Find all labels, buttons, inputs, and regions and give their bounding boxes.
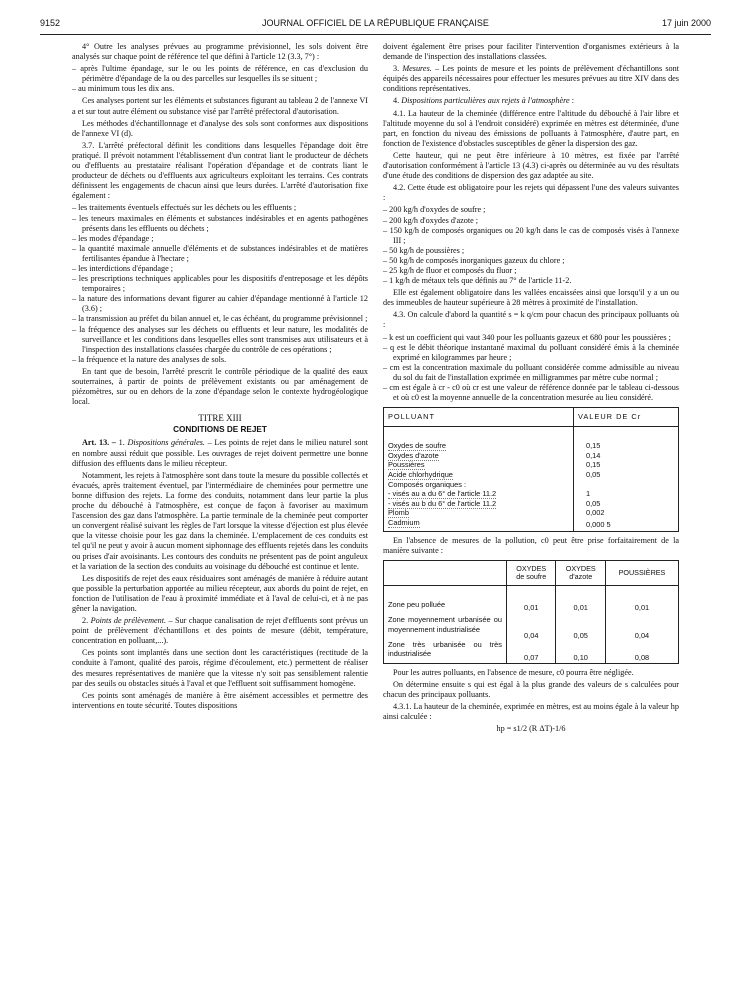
paragraph: 4.3. On calcule d'abord la quantité s = k q/cm pour chacun des principaux polluants où : [383, 310, 679, 330]
paragraph: doivent également être prises pour faciliter l'intervention d'organismes extérieurs à la demande de l'inspection des installations classées. [383, 42, 679, 62]
list-item: – cm est égale à cr - c0 où cr est une valeur de référence donnée par le tableau ci-dessous et où c0 est la moyenne annuelle de la concentration mesurée au lieu considéré. [383, 383, 679, 403]
row-value: 0,05 [574, 499, 679, 509]
item-body: : [569, 96, 574, 106]
row-label: - visés au b du 6° de l'article 11.2 [388, 498, 497, 508]
header-line: de soufre [516, 571, 547, 581]
bullet-list [72, 64, 368, 94]
paragraph: Ces points sont implantés dans une section dont les caractéristiques (rectitude de la conduite à l'amont, qualité des parois, régime d'écoulement, etc.) permettent de réaliser des mesures représentatives de manière que la vitesse n'y soit pas sensiblement ralentie par des seuils ou obstacles situés à l'aval et que l'effluent soit suffisamment homogène. [72, 648, 368, 688]
table-row [384, 470, 678, 480]
list-item: – 25 kg/h de fluor et composés du fluor ; [383, 265, 517, 275]
paragraph [72, 616, 368, 646]
paragraph [383, 96, 679, 106]
table-header-row [384, 408, 678, 427]
paragraph: Elle est également obligatoire dans les vallées encaissées ainsi que lorsqu'il y a un ou des immeubles de hauteur supérieure à 28 mètres à proximité de l'installation. [383, 288, 679, 308]
paragraph: On détermine ensuite s qui est égal à la plus grande des valeurs de s calculées pour chacun des principaux polluants. [383, 679, 679, 700]
row-label: Acide chlorhydrique [388, 470, 453, 480]
paragraph: 4.1. La hauteur de la cheminée (différence entre l'altitude du débouché à l'air libre et l'altitude moyenne du sol à l'endroit considéré) exprimée en mètres est déterminée, d'une part, en fonction du niveau des émissions de polluants à l'atmosphère, d'autre part, en fonction de l'existence d'obstacles susceptibles de gêner la dispersion des gaz. [383, 108, 679, 148]
issue-date: 17 juin 2000 [661, 18, 711, 28]
article-heading: Dispositions générales. [127, 438, 205, 448]
row-label: Oxydes d'azote [388, 450, 439, 460]
reference-values-table [383, 407, 679, 531]
row-value: 0,002 [574, 508, 679, 518]
row-label: Zone très urbanisée ou très industrialisée [388, 640, 502, 659]
item-body: – Les points de mesure et les points de prélèvement d'échantillons sont équipés des appareils nécessaires pour effectuer les mesures prévues au titre XIV dans des conditions représentatives. [383, 64, 680, 94]
row-label: Cadmium [388, 518, 420, 528]
column-header-azote [556, 561, 605, 586]
list-item: – cm est la concentration maximale du polluant considérée comme admissible au niveau du sol du fait de l'installation exprimée en milligrammes par mètre cube normal ; [383, 362, 679, 382]
row-value: 0,000 5 [574, 518, 679, 531]
list-item: – les interdictions d'épandage ; [72, 263, 174, 273]
header-line: OXYDES [516, 563, 547, 573]
list-item: – 200 kg/h d'oxydes d'azote ; [383, 215, 479, 225]
cell-poussieres: 0,04 [605, 615, 678, 640]
row-value: 0,15 [574, 441, 679, 451]
table-row [384, 451, 678, 461]
column-header-blank [384, 561, 507, 586]
list-item: – 200 kg/h d'oxydes de soufre ; [383, 205, 486, 215]
page-header [40, 18, 711, 32]
cell-soufre: 0,01 [507, 600, 556, 615]
paragraph: Les dispositifs de rejet des eaux résiduaires sont aménagés de manière à réduire autant que possible la perturbation apportée au milieu récepteur, aux abords du point de rejet, en fonction de l'utilisation de l'eau à proximité immédiate et à l'aval de celui-ci, et à ne pas gêner la navigation. [72, 573, 368, 613]
cell-azote: 0,05 [556, 615, 605, 640]
bullet-list [383, 333, 679, 404]
paragraph: 4.3.1. La hauteur de la cheminée, exprimée en mètres, est au moins égale à la valeur hp ainsi calculée : [383, 702, 679, 722]
table-row [384, 640, 678, 663]
formula: hp = s1/2 (R ΔT)-1/6 [496, 724, 566, 734]
item-number: 2. [82, 616, 91, 626]
paragraph: Ces points sont aménagés de manière à être aisément accessibles et permettre des interventions en toute sécurité. Toutes dispositions [72, 690, 368, 710]
paragraph: 4.2. Cette étude est obligatoire pour les rejets qui dépassent l'une des valeurs suivantes : [383, 183, 679, 203]
list-item: – la nature des informations devant figurer au cahier d'épandage mentionné à l'article 12 (3.6) ; [72, 294, 368, 314]
table-row [384, 489, 678, 499]
row-label: Composés organiques : [388, 479, 467, 489]
row-value [574, 480, 679, 490]
header-line: OXYDES [565, 563, 596, 573]
list-item: – les traitements éventuels effectués sur les déchets ou les effluents ; [72, 203, 297, 213]
table-row [384, 615, 678, 640]
table-row [384, 518, 678, 531]
paragraph: En tant que de besoin, l'arrêté prescrit le contrôle périodique de la qualité des eaux souterraines, à partir de points de prélèvement existants ou par aménagement de piézomètres, sur ou en dehors de la zone d'épandage selon le contexte hydrogéologique local. [72, 366, 368, 407]
column-header-soufre [507, 561, 556, 586]
article-body: – Les points de rejet dans le milieu naturel sont en nombre aussi réduit que possible. Les ouvrages de rejet doivent permettre une bonne diffusion des effluents dans le milieu récepteur. [72, 438, 369, 468]
list-item: – les prescriptions techniques applicables pour les dispositifs d'entreposage et les dépôts temporaires ; [72, 274, 368, 294]
table-row [384, 508, 678, 518]
column-header-valeur: VALEUR DE Cr [574, 408, 679, 427]
cell-soufre: 0,07 [507, 640, 556, 663]
table-spacer [384, 585, 507, 600]
column-header-polluant: POLLUANT [384, 408, 574, 427]
page-number: 9152 [40, 18, 61, 28]
cell-azote: 0,10 [556, 640, 605, 663]
paragraph: Notamment, les rejets à l'atmosphère sont dans toute la mesure du possible collectés et évacués, après traitement éventuel, par l'intermédiaire de cheminées pour permettre une bonne diffusion des rejets. La forme des conduits, notamment dans leur partie la plus proche du débouché à l'atmosphère, est conçue de façon à favoriser au maximum l'ascension des gaz dans l'atmosphère. La partie terminale de la cheminée peut comporter un convergent réalisé suivant les règles de l'art lorsque la vitesse d'éjection est plus élevée que la vitesse choisie pour les gaz dans la cheminée. L'emplacement de ces conduits est tel qu'il ne peut y avoir à aucun moment siphonnage des effluents rejetés dans les conduits ou prises d'air avoisinants. Les contours des conduits ne présentent pas de point anguleux et la variation de la section des conduits au voisinage du débouché est continue et lente. [72, 470, 368, 571]
paragraph: 3.7. L'arrêté préfectoral définit les conditions dans lesquelles l'épandage doit être pratiqué. Il prévoit notamment l'établissement d'un contrat liant le producteur de déchets ou d'effluents au prestataire réalisant l'opération d'épandage et de contrats liant le producteur de déchets ou d'effluents aux agriculteurs exploitant les terrains. Ces contrats définissent les engagements de chacun ainsi que leurs durées. L'arrêté d'autorisation fixe également : [72, 140, 368, 201]
right-column [383, 42, 679, 736]
section-title: TITRE XIII [198, 413, 242, 424]
cell-azote: 0,01 [556, 600, 605, 615]
article-label: Art. 13. – [82, 438, 119, 448]
table-spacer [556, 585, 605, 600]
list-item: – la quantité maximale annuelle d'éléments et de substances indésirables et de matières fertilisantes épandue à l'hectare ; [72, 243, 368, 263]
header-line: d'azote [569, 571, 593, 581]
journal-title: JOURNAL OFFICIEL DE LA RÉPUBLIQUE FRANÇAISE [262, 18, 489, 28]
row-label: Zone peu polluée [388, 599, 446, 609]
list-item: – au minimum tous les dix ans. [72, 84, 175, 94]
row-value: 0,05 [574, 470, 679, 480]
table-row [384, 499, 678, 509]
list-item: – 50 kg/h de composés inorganiques gazeux du chlore ; [383, 255, 565, 265]
row-label: Zone moyennement urbanisée ou moyennement industrialisée [388, 615, 502, 634]
list-item: – les modes d'épandage ; [72, 233, 154, 243]
list-item: – la transmission au préfet du bilan annuel et, le cas échéant, du programme prévisionnel ; [72, 314, 368, 324]
cell-poussieres: 0,08 [605, 640, 678, 663]
paragraph: En l'absence de mesures de la pollution, c0 peut être prise forfaitairement de la manière suivante : [383, 535, 679, 555]
table-row [384, 480, 678, 490]
cell-soufre: 0,04 [507, 615, 556, 640]
row-label: Poussières [388, 460, 425, 470]
row-value: 0,14 [574, 451, 679, 461]
item-heading: Mesures. [402, 64, 432, 74]
paragraph: Les méthodes d'échantillonnage et d'analyse des sols sont conformes aux dispositions de l'annexe VI (d). [72, 118, 368, 138]
list-item: – les teneurs maximales en éléments et substances indésirables et en agents pathogènes présents dans les effluents ou déchets ; [72, 213, 368, 233]
list-item: – 150 kg/h de composés organiques ou 20 kg/h dans le cas de composés visés à l'annexe III ; [383, 225, 679, 245]
article-number: 1. [118, 438, 128, 448]
list-item: – 1 kg/h de métaux tels que définis au 7° de l'article 11-2. [383, 276, 572, 286]
paragraph: Ces analyses portent sur les éléments et substances figurant au tableau 2 de l'annexe VI a et sur tout autre élément ou substance visé par l'arrêté préfectoral d'autorisation. [72, 96, 368, 116]
table-spacer [507, 585, 556, 600]
section-subtitle: CONDITIONS DE REJET [173, 425, 267, 435]
row-label: Plomb [388, 508, 409, 518]
table-spacer [384, 427, 574, 442]
column-header-poussieres: POUSSIÈRES [605, 561, 678, 586]
table-row [384, 441, 678, 451]
row-label: Oxydes de soufre [388, 441, 446, 451]
table-header-row [384, 561, 678, 586]
row-value: 1 [574, 489, 679, 499]
list-item: – q est le débit théorique instantané maximal du polluant considéré émis à la cheminée exprimé en kilogrammes par heure ; [383, 342, 679, 362]
item-number: 4. [393, 96, 402, 106]
bullet-list [72, 203, 368, 365]
paragraph: Cette hauteur, qui ne peut être inférieure à 10 mètres, est fixée par l'arrêté d'autorisation conformément à l'article 13 (4.3) ci-après ou déterminée au vu des résultats d'une étude des conditions de dispersion des gaz adaptée au site. [383, 150, 679, 181]
background-levels-table [383, 560, 679, 664]
bullet-list [383, 205, 679, 286]
item-heading: Dispositions particulières aux rejets à l'atmosphère [401, 96, 570, 106]
paragraph: Pour les autres polluants, en l'absence de mesure, c0 pourra être négligée. [393, 667, 634, 677]
list-item: – après l'ultime épandage, sur le ou les points de référence, en cas d'exclusion du périmètre d'épandage de la ou des parcelles sur lesquelles ils se situent ; [72, 64, 368, 84]
list-item: – k est un coefficient qui vaut 340 pour les polluants gazeux et 680 pour les poussières ; [383, 332, 671, 342]
list-item: – la fréquence et la nature des analyses de sols. [72, 354, 227, 364]
list-item: – la fréquence des analyses sur les déchets ou effluents et leur nature, les modalités de surveillance et les conditions dans lesquelles elles sont transmises aux utilisateurs et à l'inspection des installations classées chargée du contrôle de ces opérations ; [72, 324, 368, 354]
row-label: - visés au a du 6° de l'article 11.2 [388, 489, 497, 499]
table-row [384, 600, 678, 615]
item-number: 3. [393, 64, 403, 74]
table-row [384, 460, 678, 470]
paragraph [383, 64, 679, 94]
paragraph: 4° Outre les analyses prévues au programme prévisionnel, les sols doivent être analysés sur chaque point de référence tel que défini à l'article 12 (3.3, 7°) : [72, 42, 368, 62]
row-value: 0,15 [574, 460, 679, 470]
item-heading: Points de prélèvement. [90, 616, 167, 626]
left-column [72, 42, 368, 713]
header-rule [40, 34, 711, 35]
article-paragraph [72, 438, 368, 468]
table-spacer [574, 427, 679, 442]
table-spacer [605, 585, 678, 600]
cell-poussieres: 0,01 [605, 600, 678, 615]
list-item: – 50 kg/h de poussières ; [383, 245, 465, 255]
item-body: – Sur chaque canalisation de rejet d'effluents sont prévus un point de prélèvement d'échantillons et des points de mesure (débit, température, concentration en polluant,...). [72, 616, 368, 646]
